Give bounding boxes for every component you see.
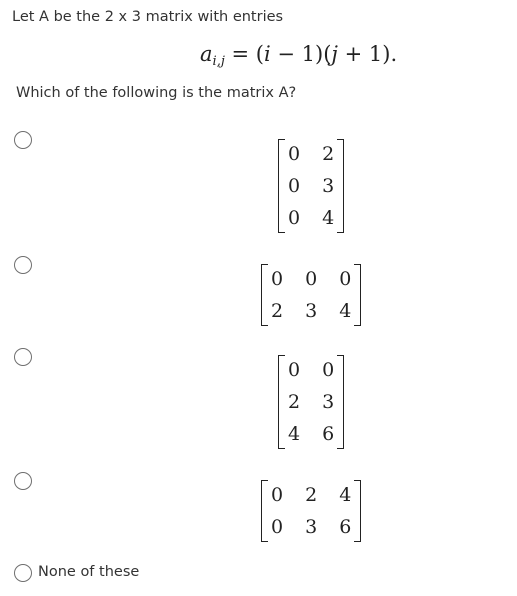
matrix-cell: 2 xyxy=(271,300,284,322)
question-intro: Let A be the 2 x 3 matrix with entries xyxy=(12,9,284,25)
formula-minus: − 1)( xyxy=(270,42,332,66)
matrix-cell: 2 xyxy=(288,391,301,413)
formula-subscript: i,j xyxy=(212,54,225,69)
matrix-cell: 2 xyxy=(322,143,335,165)
entry-formula xyxy=(200,42,397,69)
matrix-cell: 4 xyxy=(288,423,301,445)
matrix-cell: 3 xyxy=(322,391,335,413)
matrix-cell: 0 xyxy=(288,143,301,165)
option-1-matrix xyxy=(278,139,344,233)
matrix-cell: 0 xyxy=(305,268,318,290)
matrix-cell: 4 xyxy=(339,484,352,506)
option-2-matrix xyxy=(261,264,361,326)
matrix-cell: 3 xyxy=(305,516,318,538)
option-3-radio[interactable] xyxy=(14,348,32,366)
option-2-radio[interactable] xyxy=(14,256,32,274)
option-none-label[interactable]: None of these xyxy=(38,564,140,580)
matrix-cell: 0 xyxy=(322,359,335,381)
matrix-cell: 2 xyxy=(305,484,318,506)
option-4-matrix xyxy=(261,480,361,542)
matrix-cell: 6 xyxy=(339,516,352,538)
matrix-cell: 3 xyxy=(305,300,318,322)
formula-j: j xyxy=(331,42,338,66)
matrix-cell: 4 xyxy=(339,300,352,322)
matrix-cell: 0 xyxy=(271,268,284,290)
question-prompt: Which of the following is the matrix A? xyxy=(16,85,297,101)
matrix-cell: 0 xyxy=(288,207,301,229)
matrix-cell: 0 xyxy=(339,268,352,290)
matrix-cell: 6 xyxy=(322,423,335,445)
option-1-radio[interactable] xyxy=(14,131,32,149)
formula-i: i xyxy=(264,42,271,66)
formula-a: a xyxy=(200,42,213,66)
matrix-cell: 3 xyxy=(322,175,335,197)
formula-plus: + 1). xyxy=(337,42,398,66)
matrix-cell: 0 xyxy=(271,484,284,506)
matrix-cell: 0 xyxy=(271,516,284,538)
formula-rhs-pre: = ( xyxy=(224,42,264,66)
matrix-cell: 0 xyxy=(288,175,301,197)
matrix-cell: 0 xyxy=(288,359,301,381)
option-none-radio[interactable] xyxy=(14,564,32,582)
option-3-matrix xyxy=(278,355,344,449)
option-4-radio[interactable] xyxy=(14,472,32,490)
matrix-cell: 4 xyxy=(322,207,335,229)
